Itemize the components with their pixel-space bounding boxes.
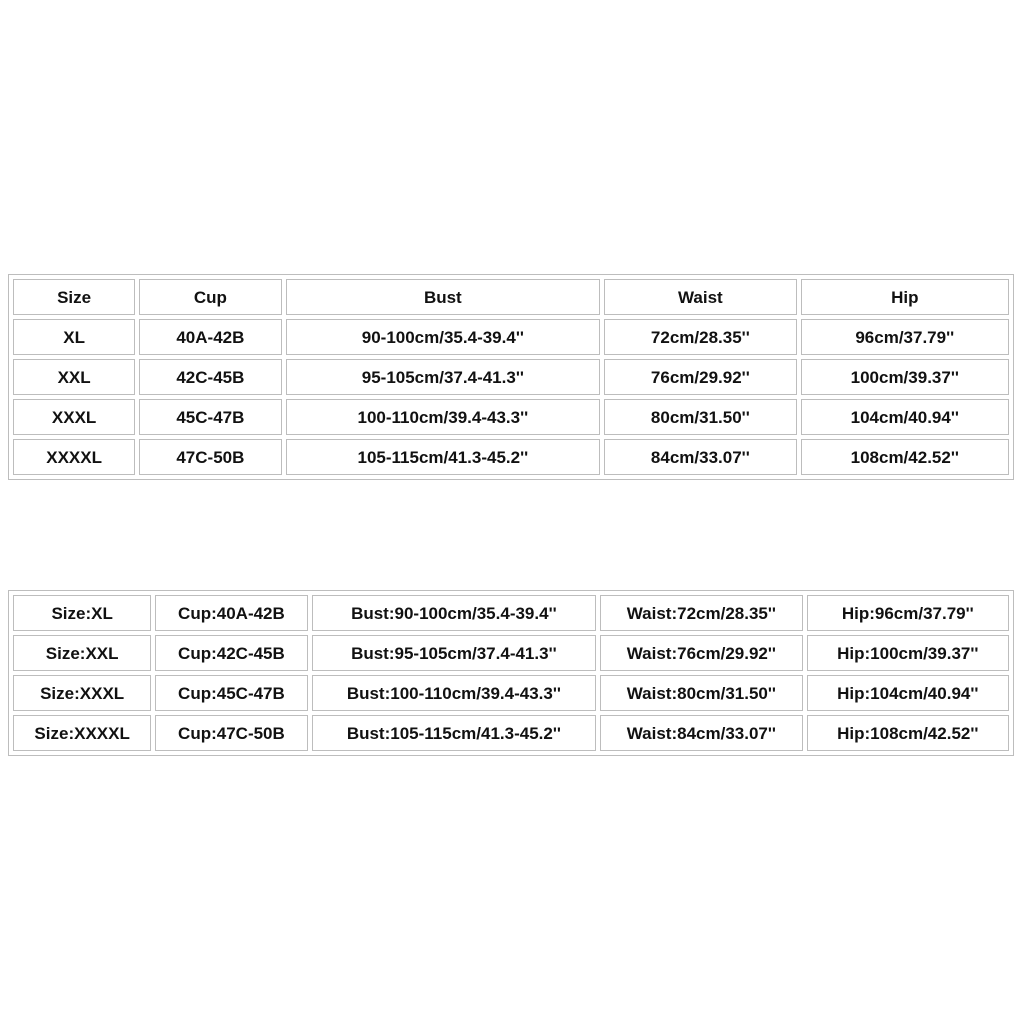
- table-row: [13, 635, 1009, 671]
- cell-cup: 42C-45B: [139, 359, 281, 395]
- cell-waist: Waist:72cm/28.35'': [600, 595, 802, 631]
- header-cup: Cup: [139, 279, 281, 315]
- cell-size: XXXXL: [13, 439, 135, 475]
- cell-cup: Cup:42C-45B: [155, 635, 307, 671]
- cell-hip: Hip:100cm/39.37'': [807, 635, 1009, 671]
- cell-waist: 80cm/31.50'': [604, 399, 796, 435]
- table-row: [13, 715, 1009, 751]
- table-row: [13, 675, 1009, 711]
- cell-bust: 105-115cm/41.3-45.2'': [286, 439, 601, 475]
- cell-size: Size:XXL: [13, 635, 151, 671]
- cell-waist: 84cm/33.07'': [604, 439, 796, 475]
- header-bust: Bust: [286, 279, 601, 315]
- cell-cup: 45C-47B: [139, 399, 281, 435]
- cell-size: XXL: [13, 359, 135, 395]
- cell-cup: Cup:40A-42B: [155, 595, 307, 631]
- cell-size: Size:XL: [13, 595, 151, 631]
- labeled-size-chart-table: [8, 590, 1014, 756]
- cell-waist: Waist:80cm/31.50'': [600, 675, 802, 711]
- cell-waist: Waist:84cm/33.07'': [600, 715, 802, 751]
- cell-waist: 76cm/29.92'': [604, 359, 796, 395]
- cell-bust: 100-110cm/39.4-43.3'': [286, 399, 601, 435]
- size-chart-table: [8, 274, 1014, 480]
- cell-cup: 40A-42B: [139, 319, 281, 355]
- cell-bust: Bust:90-100cm/35.4-39.4'': [312, 595, 597, 631]
- table-row: [13, 319, 1009, 355]
- cell-size: XL: [13, 319, 135, 355]
- cell-bust: Bust:100-110cm/39.4-43.3'': [312, 675, 597, 711]
- cell-cup: 47C-50B: [139, 439, 281, 475]
- cell-bust: Bust:105-115cm/41.3-45.2'': [312, 715, 597, 751]
- cell-hip: 96cm/37.79'': [801, 319, 1009, 355]
- header-hip: Hip: [801, 279, 1009, 315]
- table-row: [13, 439, 1009, 475]
- table-row: [13, 399, 1009, 435]
- table-row: [13, 359, 1009, 395]
- cell-hip: 108cm/42.52'': [801, 439, 1009, 475]
- header-waist: Waist: [604, 279, 796, 315]
- cell-hip: 100cm/39.37'': [801, 359, 1009, 395]
- table-row: [13, 595, 1009, 631]
- cell-hip: 104cm/40.94'': [801, 399, 1009, 435]
- cell-hip: Hip:96cm/37.79'': [807, 595, 1009, 631]
- cell-hip: Hip:104cm/40.94'': [807, 675, 1009, 711]
- cell-waist: 72cm/28.35'': [604, 319, 796, 355]
- cell-size: Size:XXXL: [13, 675, 151, 711]
- cell-size: XXXL: [13, 399, 135, 435]
- cell-bust: 95-105cm/37.4-41.3'': [286, 359, 601, 395]
- header-size: Size: [13, 279, 135, 315]
- cell-bust: 90-100cm/35.4-39.4'': [286, 319, 601, 355]
- cell-cup: Cup:47C-50B: [155, 715, 307, 751]
- cell-hip: Hip:108cm/42.52'': [807, 715, 1009, 751]
- cell-size: Size:XXXXL: [13, 715, 151, 751]
- cell-bust: Bust:95-105cm/37.4-41.3'': [312, 635, 597, 671]
- cell-cup: Cup:45C-47B: [155, 675, 307, 711]
- table-header-row: [13, 279, 1009, 315]
- cell-waist: Waist:76cm/29.92'': [600, 635, 802, 671]
